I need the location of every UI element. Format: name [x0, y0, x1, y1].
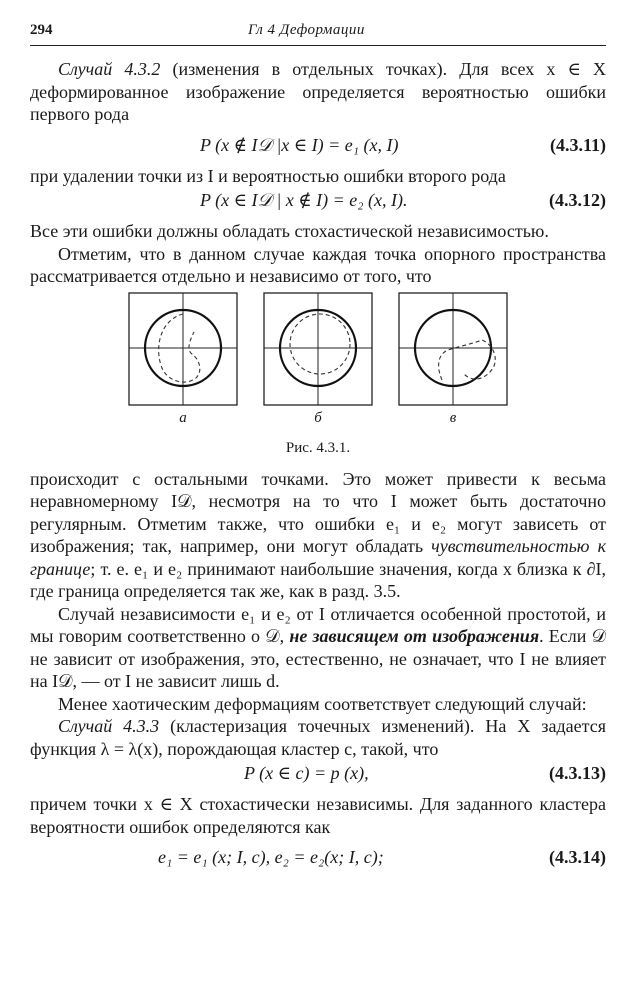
header-rule	[30, 45, 606, 46]
page-number: 294	[30, 22, 53, 38]
equation-formula: e₁ = e₁ (x; I, c), e₂ = e₂(x; I, c);	[158, 847, 384, 867]
text-run: происходит с остальными точками. Это может привести к весьма неравномерному I𝒟, несмотря на то что I может быть достаточно регулярным. Отметим также, что ошибки e₁ и e₂ могут зависеть от изображения; так, например, они могут обладать	[30, 468, 606, 556]
paragraph-case-4-3-3	[30, 715, 606, 760]
paragraph-note: Отметим, что в данном случае каждая точка опорного пространства рассматривается отдельно и независимо от того, что	[30, 243, 606, 286]
text-run-bold-italic: не зависящем от изображения	[289, 626, 540, 646]
equation-number: (4.3.12)	[549, 190, 606, 210]
equation-4-3-12	[30, 187, 606, 214]
figure-caption: Рис. 4.3.1.	[285, 439, 351, 456]
text-run: . Если 𝒟 не зависит от изображения, это, естественно, не означает, что I не влияет на I𝒟, — от I не зависит лишь d.	[30, 626, 606, 691]
panel-label-v: в	[449, 409, 457, 426]
paragraph-consequences	[30, 468, 606, 603]
equation-formula: P (x ∉ I𝒟 |x ∈ I) = e₁ (x, I)	[200, 134, 399, 155]
paragraph-independence: Все эти ошибки должны обладать стохастической независимостью.	[30, 221, 549, 241]
panel-label-b: б	[314, 409, 322, 426]
page-header	[30, 22, 606, 48]
equation-formula: P (x ∈ c) = p (x),	[244, 763, 369, 783]
case-title: Случай 4.3.3	[58, 716, 160, 736]
figure-panel-a	[128, 292, 238, 406]
paragraph-independence-case	[30, 603, 606, 693]
panel-v-drawing	[398, 292, 508, 406]
text-run: ; т. е. e₁ и e₂ принимают наибольшие значения, когда x близка к ∂I, где граница определяется так же, как в разд. 3.5.	[30, 558, 606, 601]
equation-number: (4.3.14)	[549, 847, 606, 867]
equation-number: (4.3.13)	[549, 763, 606, 783]
case-text: (изменения в отдельных точках). Для всех x ∈ X деформированное изображение определяется вероятностью ошибки первого рода	[30, 59, 606, 124]
equation-4-3-14	[30, 844, 606, 871]
equation-4-3-11	[30, 132, 606, 159]
paragraph-second-error: при удалении точки из I и вероятностью ошибки второго рода	[30, 165, 506, 186]
figure-panel-b	[263, 292, 373, 406]
page	[30, 22, 606, 871]
paragraph-less-chaotic: Менее хаотическим деформациям соответствует следующий случай:	[58, 693, 587, 714]
panel-b-drawing	[263, 292, 373, 406]
case-title: Случай 4.3.2	[58, 59, 161, 79]
case-text: (кластеризация точечных изменений). На X задается функция λ = λ(x), порождающая кластер c, такой, что	[30, 716, 606, 759]
figure-4-3-1	[30, 288, 606, 468]
figure-panel-v	[398, 292, 508, 406]
panel-label-a: а	[179, 409, 187, 426]
text-run: Случай независимости e₁ и e₂ от I отличается особенной простотой, и мы говорим соответственно о 𝒟,	[30, 603, 606, 646]
panel-a-drawing	[128, 292, 238, 406]
text-run-italic: чувствительностью к границе	[30, 536, 606, 579]
equation-4-3-13	[30, 760, 606, 787]
paragraph-cluster-errors: причем точки x ∈ X стохастически независимы. Для заданного кластера вероятности ошибок определяются как	[30, 794, 606, 837]
equation-number: (4.3.11)	[550, 134, 606, 155]
equation-formula: P (x ∈ I𝒟 | x ∉ I) = e₂ (x, I).	[200, 190, 408, 210]
paragraph-case-4-3-2	[30, 58, 606, 126]
running-title: Гл 4 Деформации	[248, 22, 365, 38]
